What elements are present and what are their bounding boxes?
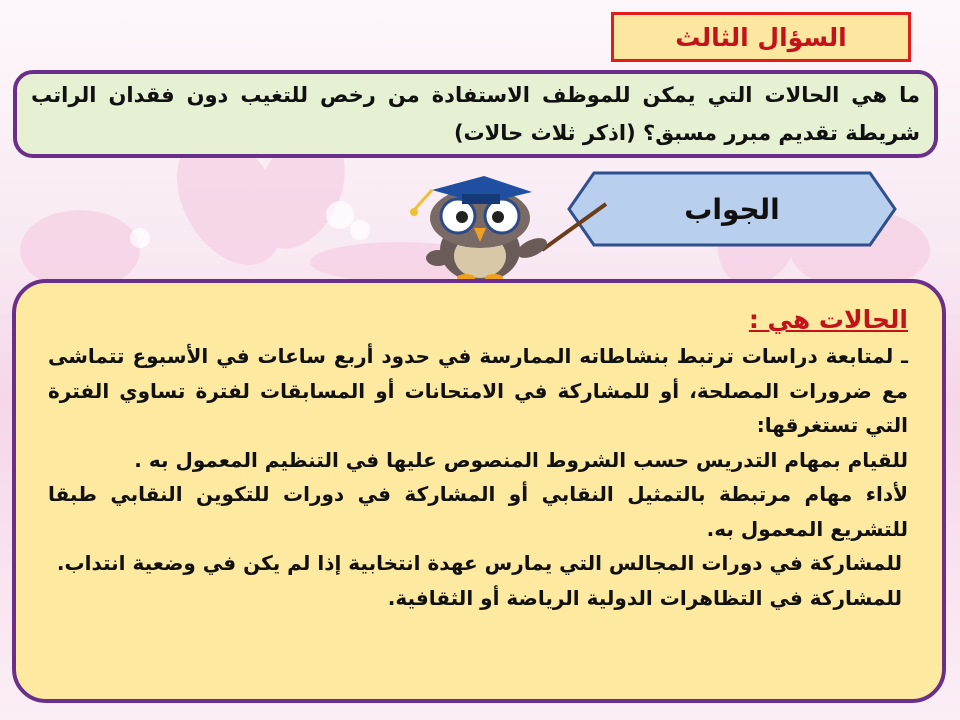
question-title-text: السؤال الثالث	[675, 22, 847, 52]
case-item-2: للقيام بمهام التدريس حسب الشروط المنصوص عليها في التنظيم المعمول به .	[134, 447, 908, 472]
case-item-4: للمشاركة في دورات المجالس التي يمارس عهدة انتخابية إذا لم يكن في وضعية انتداب.	[56, 551, 902, 575]
answer-box	[12, 279, 946, 703]
question-box	[13, 70, 938, 158]
case-item-5: للمشاركة في التظاهرات الدولية الرياضة أو الثقافية.	[387, 585, 902, 610]
answer-label	[566, 170, 898, 248]
cases-heading: الحالات هي :	[748, 305, 908, 334]
question-title	[611, 12, 911, 62]
case-item-1: ـ لمتابعة دراسات ترتبط بنشاطاته الممارسة في حدود أربع ساعات في الأسبوع تتماشى مع ضرورات المصلحة، أو للمشاركة في الامتحانات أو المسابقات لفترة تساوي الفترة التي تستغرقها:	[48, 344, 908, 437]
answer-label-text: الجواب	[684, 192, 780, 226]
owl-teacher-illustration	[392, 172, 610, 282]
case-item-3: لأداء مهام مرتبطة بالتمثيل النقابي أو المشاركة في دورات للتكوين النقابي طبقا للتشريع المعمول به.	[48, 482, 908, 541]
question-text: ما هي الحالات التي يمكن للموظف الاستفادة من رخص للتغيب دون فقدان الراتب شريطة تقديم مبرر مسبق؟ (اذكر ثلاث حالات)	[31, 83, 920, 145]
